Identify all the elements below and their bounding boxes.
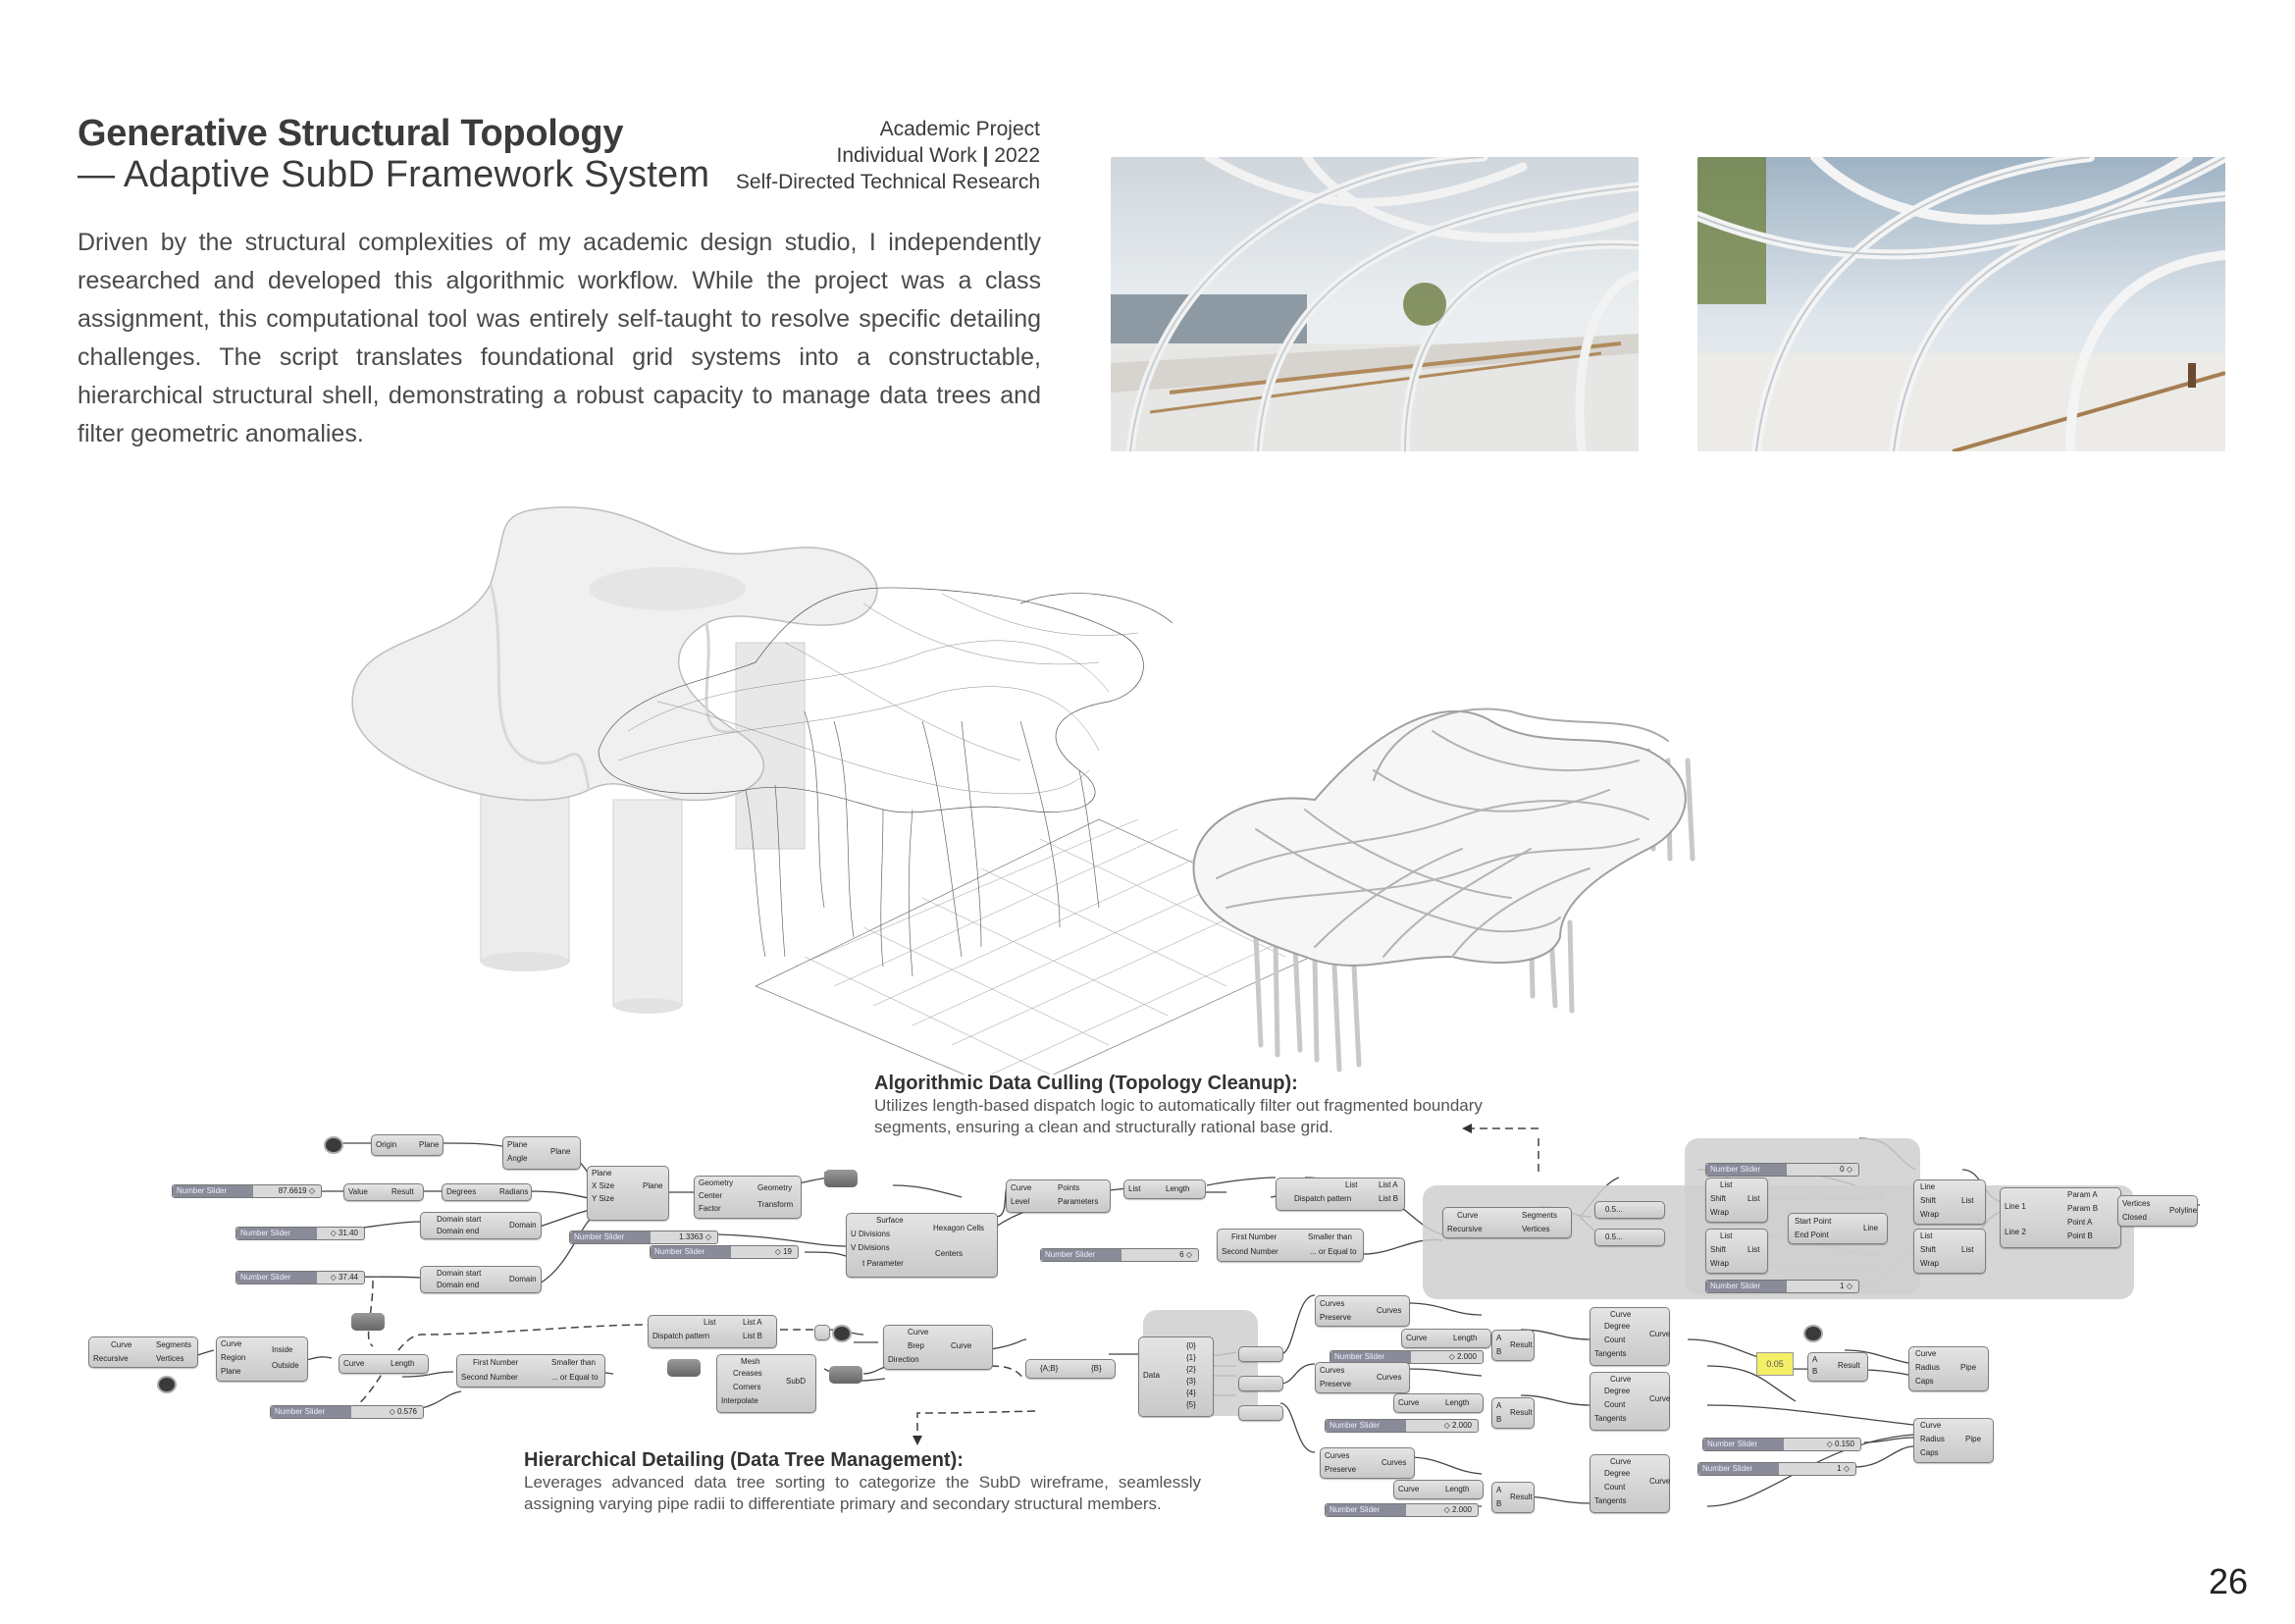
interior-render-2 (1697, 157, 2225, 451)
number-slider-5[interactable]: Number Slider ◇ 19 (650, 1245, 799, 1259)
gh-merge-1[interactable] (1238, 1346, 1283, 1362)
gh-explode[interactable]: Curve Recursive Segments Vertices (1442, 1207, 1572, 1238)
toggle-icon[interactable] (324, 1136, 343, 1154)
number-slider-7[interactable]: Number Slider 0 ◇ (1705, 1163, 1859, 1177)
number-slider-11[interactable]: Number Slider ◇ 2.000 (1325, 1419, 1479, 1433)
number-slider-1[interactable]: Number Slider 87.6619 ◇ (172, 1184, 322, 1198)
gh-point-in-curve[interactable]: Curve Region Plane Inside Outside (216, 1336, 308, 1382)
meta-work-type: Individual Work (836, 144, 977, 167)
gh-shift-list-4[interactable]: List Shift Wrap List (1913, 1229, 1986, 1274)
gh-pipe-2[interactable]: Curve Radius Caps Pipe (1913, 1418, 1994, 1463)
number-slider-10[interactable]: Number Slider ◇ 2.000 (1330, 1350, 1484, 1364)
number-slider-6[interactable]: Number Slider 6 ◇ (1040, 1248, 1199, 1262)
project-meta (726, 116, 1040, 195)
grasshopper-script (0, 1119, 2295, 1531)
meta-work-year (726, 142, 1040, 169)
gh-length-4[interactable]: Curve Length (1393, 1393, 1484, 1413)
gh-panel-2[interactable]: 0.5... (1594, 1229, 1665, 1246)
page-number: 26 (2208, 1561, 2248, 1601)
gh-construct-domain-2[interactable]: Domain start Domain end Domain (420, 1266, 542, 1293)
gh-hex-param-3[interactable] (667, 1359, 701, 1377)
gh-polyline[interactable]: Vertices Closed Polyline (2117, 1195, 2198, 1227)
gh-divide-curve[interactable]: Curve Level Points Parameters (1006, 1179, 1111, 1213)
meta-project-type: Academic Project (879, 118, 1040, 140)
gh-tree-expression[interactable]: {A;B} {B} (1025, 1359, 1116, 1379)
gh-construct-plane[interactable]: Origin Plane (371, 1134, 443, 1156)
gh-length-2[interactable]: Curve Length (339, 1354, 429, 1374)
number-slider-12[interactable]: Number Slider ◇ 2.000 (1325, 1503, 1479, 1517)
gh-pipe-1[interactable]: Curve Radius Caps Pipe (1908, 1346, 1989, 1391)
gh-smaller-than-2[interactable]: First Number Second Number Smaller than ... or Equal to (456, 1354, 605, 1388)
number-slider-13[interactable]: Number Slider ◇ 0.150 (1702, 1438, 1861, 1451)
number-slider-14[interactable]: Number Slider 1 ◇ (1697, 1462, 1856, 1476)
gh-rebuild-curve-3[interactable]: Curve Degree Count Tangents Curve (1590, 1454, 1670, 1513)
number-slider-2[interactable]: Number Slider ◇ 31.40 (235, 1227, 365, 1240)
gh-rebuild-2[interactable]: Curves Preserve Curves (1315, 1362, 1410, 1393)
gh-hex-param-1[interactable] (824, 1170, 858, 1187)
gh-degrees-radians[interactable]: Degrees Radians (442, 1183, 532, 1201)
meta-separator: | (982, 144, 989, 167)
gh-smaller-than-1[interactable]: First Number Second Number Smaller than ... or Equal to (1217, 1229, 1364, 1262)
culling-caption-text: Utilizes length-based dispatch logic to automatically filter out fragmented boundary segments, ensuring a clean and structurally rational base grid. (874, 1096, 1483, 1136)
gh-yellow-panel[interactable]: 0.05 (1756, 1352, 1794, 1376)
title-line-1: Generative Structural Topology (78, 113, 624, 154)
gh-value-result[interactable]: Value Result (343, 1183, 424, 1201)
gh-mini-param[interactable] (814, 1325, 830, 1340)
intro-paragraph: Driven by the structural complexities of my academic design studio, I independently researched and developed this algorithmic workflow. While the project was a class assignment, this computational tool was entirely self-taught to resolve specific detailing challenges. The script translates foundational grid systems into a constructable, hierarchical structural shell, demonstrating a robust capacity to manage data trees and filter geometric anomalies. (78, 229, 1041, 447)
gh-addition[interactable]: A B Result (1807, 1352, 1868, 1382)
gh-line[interactable]: Start Point End Point Line (1788, 1213, 1888, 1244)
toggle-icon-2[interactable] (157, 1376, 177, 1393)
title-line-2: — Adaptive SubD Framework System (78, 154, 710, 195)
number-slider-9[interactable]: Number Slider ◇ 0.576 (270, 1405, 424, 1419)
gh-explode-tree[interactable]: Data {0} {1} {2} {3} {4} {5} (1138, 1336, 1214, 1417)
detailing-caption-text: Leverages advanced data tree sorting to categorize the SubD wireframe, seamlessly assigning varying pipe radii to differentiate primary and secondary structural members. (524, 1473, 1201, 1513)
gh-hex-param-2[interactable] (351, 1313, 385, 1331)
gh-shift-list-1[interactable]: List Shift Wrap List (1705, 1178, 1768, 1223)
gh-brep-curve[interactable]: Curve Brep Direction Curve (883, 1325, 993, 1370)
gh-merge-2[interactable] (1238, 1376, 1283, 1391)
interior-render-2-image (1697, 157, 2225, 451)
subd-surface-model (352, 507, 877, 1014)
gh-rebuild-curve-1[interactable]: Curve Degree Count Tangents Curve (1590, 1307, 1670, 1366)
gh-dispatch-1[interactable]: List Dispatch pattern List A List B (1276, 1178, 1405, 1211)
gh-hex-param-4[interactable] (829, 1366, 862, 1384)
structure-diagrams (334, 496, 1982, 1074)
gh-division-3[interactable]: A B Result (1491, 1482, 1535, 1513)
gh-explode-2[interactable]: Curve Recursive Segments Vertices (88, 1336, 198, 1368)
gh-division-1[interactable]: A B Result (1491, 1330, 1535, 1361)
gh-merge-3[interactable] (1238, 1405, 1283, 1421)
gh-shift-list-2[interactable]: List Shift Wrap List (1705, 1229, 1768, 1274)
gh-panel-1[interactable]: 0.5... (1594, 1201, 1665, 1219)
gh-length-5[interactable]: Curve Length (1393, 1480, 1484, 1499)
meta-year: 2022 (994, 144, 1040, 167)
number-slider-8[interactable]: Number Slider 1 ◇ (1705, 1280, 1859, 1293)
gh-dispatch-2[interactable]: List Dispatch pattern List A List B (648, 1315, 777, 1348)
detailing-caption-title: Hierarchical Detailing (Data Tree Management): (524, 1449, 964, 1471)
gh-hexagon-cells[interactable]: Surface U Divisions V Divisions t Parameter Hexagon Cells Centers (846, 1213, 998, 1278)
gh-construct-domain-1[interactable]: Domain start Domain end Domain (420, 1212, 542, 1239)
gh-rebuild-3[interactable]: Curves Preserve Curves (1320, 1447, 1415, 1479)
number-slider-4[interactable]: Number Slider 1.3363 ◇ (569, 1231, 718, 1244)
number-slider-3[interactable]: Number Slider ◇ 37.44 (235, 1271, 365, 1284)
toggle-icon-4[interactable] (1803, 1325, 1823, 1342)
gh-mesh-to-subd[interactable]: Mesh Creases Corners Interpolate SubD (716, 1354, 816, 1413)
pipe-structure-model (1194, 709, 1693, 1070)
gh-list-length[interactable]: List Length (1123, 1179, 1206, 1199)
interior-render-1-image (1111, 157, 1639, 451)
meta-research-type: Self-Directed Technical Research (735, 171, 1040, 193)
gh-rebuild-curve-2[interactable]: Curve Degree Count Tangents Curve (1590, 1372, 1670, 1431)
interior-render-1 (1111, 157, 1639, 451)
gh-shift-list-3[interactable]: Line Shift Wrap List (1913, 1179, 1986, 1225)
gh-line-line-intersect[interactable]: Line 1 Line 2 Param A Param B Point A Point B (2000, 1187, 2121, 1248)
gh-rebuild-1[interactable]: Curves Preserve Curves (1315, 1295, 1410, 1327)
gh-rectangle[interactable]: Plane X Size Y Size Plane (587, 1166, 669, 1221)
gh-division-2[interactable]: A B Result (1491, 1397, 1535, 1429)
gh-length-3[interactable]: Curve Length (1401, 1329, 1491, 1348)
gh-rotate-plane[interactable]: Plane Angle Plane (502, 1136, 581, 1170)
gh-scale[interactable]: Geometry Center Factor Geometry Transform (694, 1176, 802, 1219)
page-title (78, 113, 709, 195)
toggle-icon-3[interactable] (832, 1325, 852, 1342)
culling-caption-title: Algorithmic Data Culling (Topology Cleanup): (874, 1073, 1298, 1094)
